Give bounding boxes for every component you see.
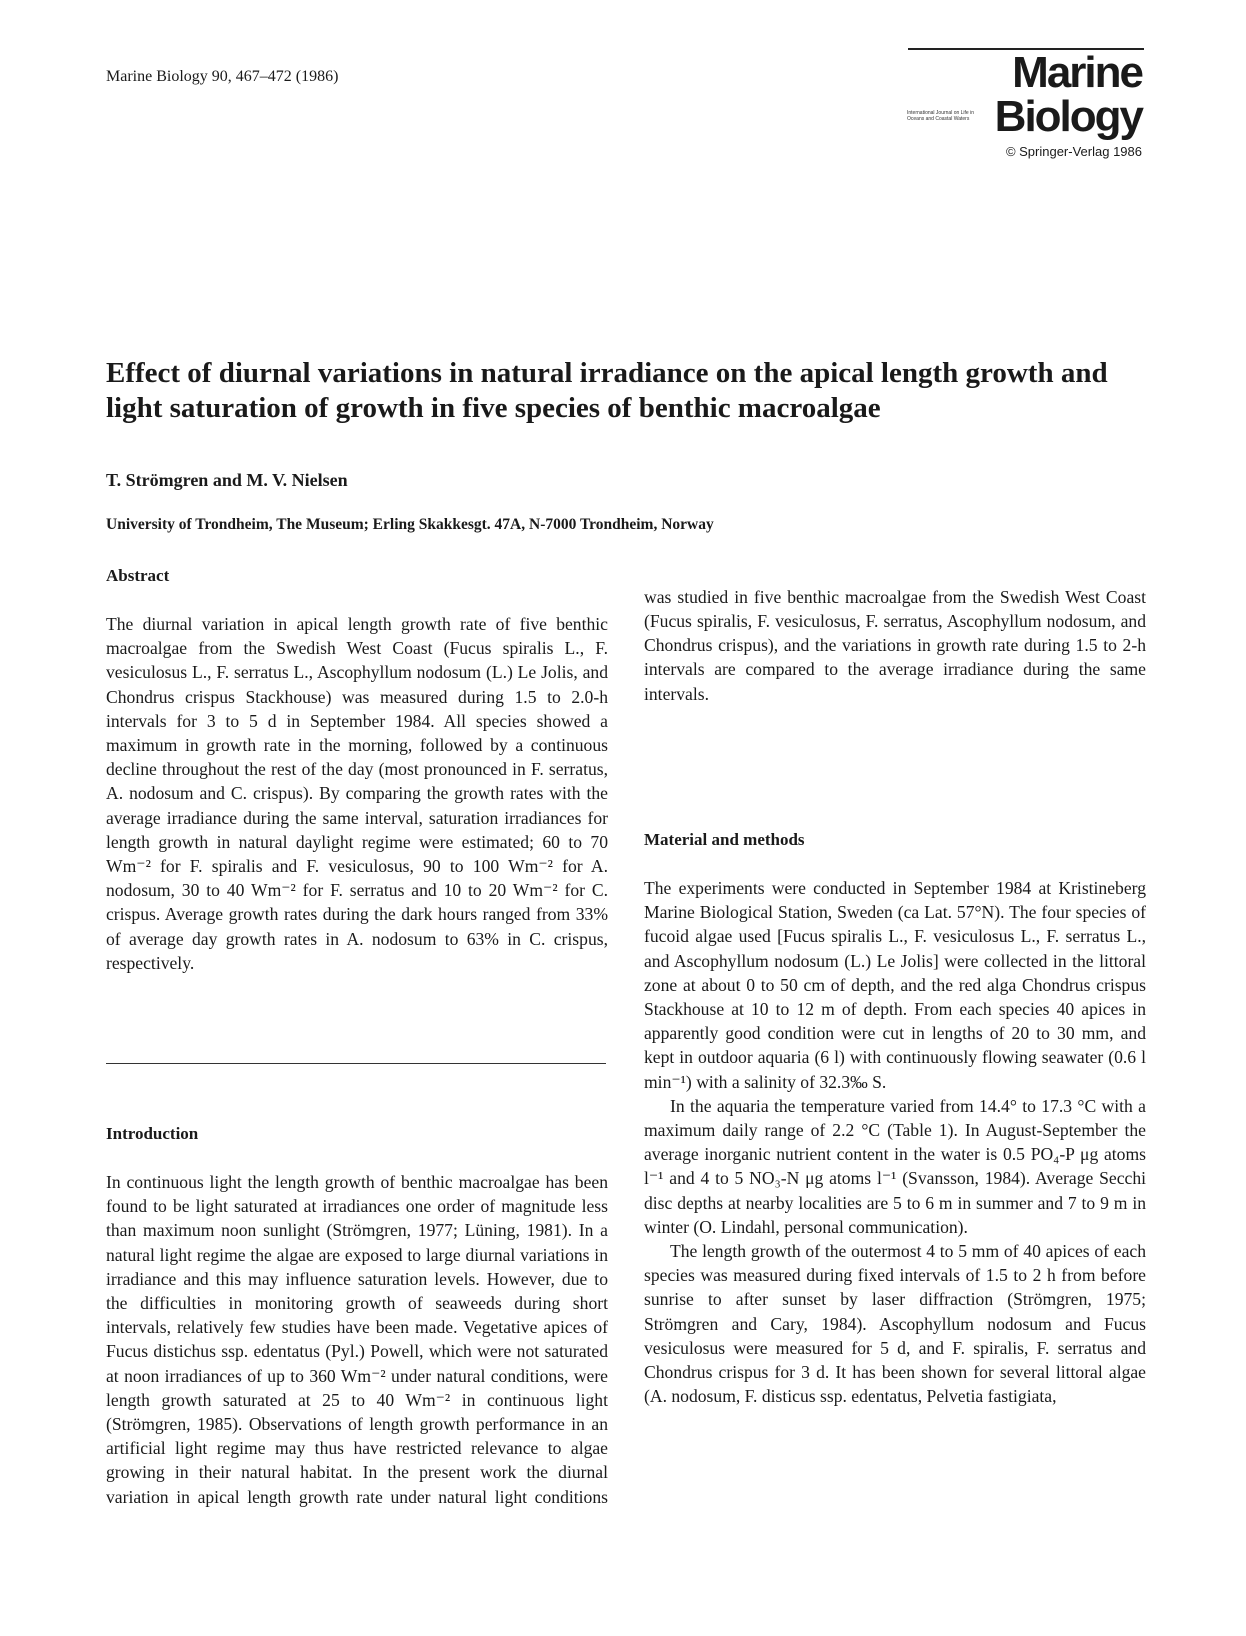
journal-logo-biology: Biology (994, 92, 1142, 141)
abstract-body (106, 612, 608, 975)
article-title: Effect of diurnal variations in natural irradiance on the apical length growth and light saturation of growth in five species of benthic macroalgae (106, 357, 1108, 424)
abstract-paragraph: The diurnal variation in apical length growth rate of five benthic macroalgae from the Swedish West Coast (Fucus spiralis L., F. vesiculosus L., F. serratus L., Ascophyllum nodosum (L.) Le Jolis, and Chondrus crispus Stackhouse) was measured during 1.5 to 2.0-h intervals for 3 to 5 d in September 1984. All species showed a maximum in growth rate in the morning, followed by a continuous decline throughout the rest of the day (most pronounced in F. serratus, A. nodosum and C. crispus). By comparing the growth rates with the average irradiance during the same interval, saturation irradiances for length growth in natural daylight regime were estimated; 60 to 70 Wm⁻² for F. spiralis and F. vesiculosus, 90 to 100 Wm⁻² for A. nodosum, 30 to 40 Wm⁻² for F. serratus and 10 to 20 Wm⁻² for C. crispus. Average growth rates during the dark hours ranged from 33% of average day growth rates in A. nodosum to 63% in C. crispus, respectively. (106, 614, 608, 973)
journal-logo-tagline: International Journal on Life in Oceans and Coastal Waters (907, 110, 974, 122)
methods-paragraph-1: The experiments were conducted in September 1984 at Kristineberg Marine Biological Station, Sweden (ca Lat. 57°N). The four species of fucoid algae used [Fucus spiralis L., F. vesiculosus L., F. serratus L., and Ascophyllum nodosum (L.) Le Jolis] were collected in the littoral zone at about 0 to 50 cm of depth, and the red alga Chondrus crispus Stackhouse at 10 to 12 m of depth. From each species 40 apices in apparently good condition were cut in lengths of 20 to 30 mm, and kept in outdoor aquaria (6 l) with continuously flowing seawater (0.6 l min⁻¹) with a salinity of 32.3‰ S. (644, 878, 1146, 1092)
introduction-heading: Introduction (106, 1124, 199, 1143)
journal-logo-marine: Marine (1012, 48, 1142, 97)
methods-paragraph-2: In the aquaria the temperature varied from 14.4° to 17.3 °C with a maximum daily range of 2.2 °C (Table 1). In August-September the average inorganic nutrient content in the water is 0.5 PO₄-P μg atoms l⁻¹ and 4 to 5 NO₃-N μg atoms l⁻¹ (Svansson, 1984). Average Secchi disc depths at nearby localities are 5 to 6 m in summer and 7 to 9 m in winter (O. Lindahl, personal communication). (644, 1095, 1146, 1237)
article-authors: T. Strömgren and M. V. Nielsen (106, 470, 348, 490)
methods-paragraph-3: The length growth of the outermost 4 to 5 mm of 40 apices of each species was measured during fixed intervals of 1.5 to 2 h from before sunrise to after sunset by laser diffraction (Strömgren, 1975; Strömgren and Cary, 1984). Ascophyllum nodosum and Fucus vesiculosus were measured for 5 d, and F. spiralis, F. serratus and Chondrus crispus for 3 d. It has been shown for several littoral algae (A. nodosum, F. disticus ssp. edentatus, Pelvetia fastigiata, (644, 1241, 1146, 1407)
introduction-body-right (644, 586, 1146, 780)
abstract-heading: Abstract (106, 566, 170, 585)
introduction-body-left (106, 1170, 608, 1510)
methods-heading: Material and methods (644, 830, 805, 849)
methods-body (644, 876, 1146, 1408)
author-affiliation: University of Trondheim, The Museum; Erling Skakkesgt. 47A, N-7000 Trondheim, Norway (106, 516, 714, 533)
journal-citation: Marine Biology 90, 467–472 (1986) (106, 68, 339, 85)
abstract-divider (106, 1063, 606, 1064)
introduction-paragraph-continued: was studied in five benthic macroalgae from the Swedish West Coast (Fucus spiralis, F. vesiculosus, F. serratus, Ascophyllum nodosum, and Chondrus crispus), and the variations in growth rate during 1.5 to 2-h intervals are compared to the average irradiance during the same intervals. (644, 586, 1146, 704)
introduction-paragraph: In continuous light the length growth of benthic macroalgae has been found to be light saturated at irradiances one order of magnitude less than maximum noon sunlight (Strömgren, 1977; Lüning, 1981). In a natural light regime the algae are exposed to large diurnal variations in irradiance and this may influence saturation levels. However, due to the difficulties in monitoring growth of seaweeds during short intervals, relatively few studies have been made. Vegetative apices of Fucus distichus ssp. edentatus (Pyl.) Powell, which were not saturated at noon irradiances of up to 360 Wm⁻² under natural conditions, were length growth saturated at 25 to 40 Wm⁻² in continuous light (Strömgren, 1985). Observations of length growth performance in an artificial light regime may thus have restricted relevance to algae growing in their natural habitat. In the present work the diurnal variation in apical length growth rate under natural light conditions (106, 1172, 608, 1507)
copyright-notice: © Springer-Verlag 1986 (1005, 144, 1142, 159)
